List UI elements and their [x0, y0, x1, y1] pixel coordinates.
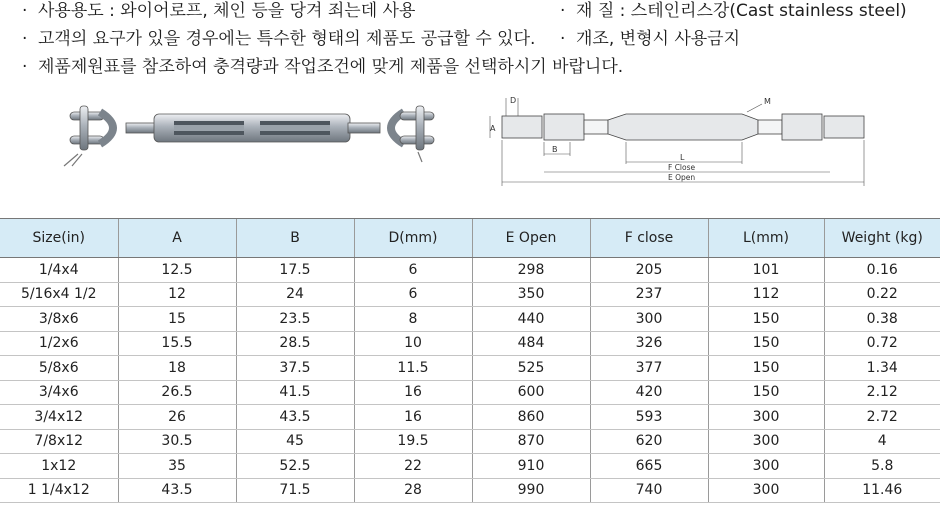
table-body — [0, 258, 940, 503]
table-cell: 11.5 — [354, 356, 472, 381]
table-row — [0, 478, 940, 503]
turnbuckle-photo — [50, 96, 450, 168]
table-cell: 300 — [708, 429, 824, 454]
table-cell: 101 — [708, 258, 824, 283]
table-cell: 12.5 — [118, 258, 236, 283]
table-cell: 1.34 — [824, 356, 940, 381]
table-cell: 150 — [708, 331, 824, 356]
label-b: B — [552, 145, 558, 154]
table-cell: 150 — [708, 380, 824, 405]
table-cell: 2.72 — [824, 405, 940, 430]
usage-notes — [0, 0, 940, 82]
table-cell: 18 — [118, 356, 236, 381]
table-cell: 740 — [590, 478, 708, 503]
table-cell: 1/4x4 — [0, 258, 118, 283]
table-cell: 377 — [590, 356, 708, 381]
table-cell: 420 — [590, 380, 708, 405]
table-cell: 35 — [118, 454, 236, 479]
table-row — [0, 331, 940, 356]
table-cell: 237 — [590, 282, 708, 307]
body-frame — [154, 114, 350, 142]
table-cell: 26.5 — [118, 380, 236, 405]
table-header-row — [0, 219, 940, 258]
table-cell: 11.46 — [824, 478, 940, 503]
table-cell: 28 — [354, 478, 472, 503]
table-row — [0, 258, 940, 283]
table-row — [0, 429, 940, 454]
table-row — [0, 405, 940, 430]
header-l: L(mm) — [708, 219, 824, 258]
table-cell: 12 — [118, 282, 236, 307]
table-cell: 15 — [118, 307, 236, 332]
table-cell: 112 — [708, 282, 824, 307]
table-cell: 28.5 — [236, 331, 354, 356]
table-cell: 300 — [708, 478, 824, 503]
table-cell: 24 — [236, 282, 354, 307]
table-cell: 593 — [590, 405, 708, 430]
note-usage: · 사용용도 : 와이어로프, 체인 등을 당겨 죄는데 사용 — [22, 1, 416, 21]
table-cell: 525 — [472, 356, 590, 381]
table-cell: 3/4x12 — [0, 405, 118, 430]
table-cell: 1/2x6 — [0, 331, 118, 356]
table-cell: 300 — [708, 454, 824, 479]
table-cell: 4 — [824, 429, 940, 454]
table-cell: 350 — [472, 282, 590, 307]
table-cell: 326 — [590, 331, 708, 356]
table-cell: 0.38 — [824, 307, 940, 332]
header-weight: Weight (kg) — [824, 219, 940, 258]
table-cell: 205 — [590, 258, 708, 283]
table-cell: 6 — [354, 258, 472, 283]
label-e-open: E Open — [668, 173, 696, 182]
table-cell: 990 — [472, 478, 590, 503]
label-d: D — [510, 96, 517, 105]
table-row — [0, 282, 940, 307]
table-cell: 8 — [354, 307, 472, 332]
header-e-open: E Open — [472, 219, 590, 258]
spec-table — [0, 218, 940, 503]
table-cell: 860 — [472, 405, 590, 430]
table-cell: 37.5 — [236, 356, 354, 381]
table-cell: 484 — [472, 331, 590, 356]
header-b: B — [236, 219, 354, 258]
table-cell: 71.5 — [236, 478, 354, 503]
table-row — [0, 307, 940, 332]
table-cell: 298 — [472, 258, 590, 283]
table-cell: 17.5 — [236, 258, 354, 283]
table-cell: 440 — [472, 307, 590, 332]
table-cell: 2.12 — [824, 380, 940, 405]
left-jaw-end — [64, 106, 113, 166]
table-row — [0, 380, 940, 405]
table-cell: 6 — [354, 282, 472, 307]
right-jaw-end — [391, 106, 434, 162]
table-cell: 16 — [354, 405, 472, 430]
dimension-diagram — [482, 94, 872, 190]
table-cell: 45 — [236, 429, 354, 454]
table-cell: 7/8x12 — [0, 429, 118, 454]
header-d: D(mm) — [354, 219, 472, 258]
table-cell: 1x12 — [0, 454, 118, 479]
table-cell: 620 — [590, 429, 708, 454]
label-l: L — [680, 153, 685, 162]
table-cell: 5.8 — [824, 454, 940, 479]
header-a: A — [118, 219, 236, 258]
table-row — [0, 454, 940, 479]
table-cell: 15.5 — [118, 331, 236, 356]
table-cell: 0.22 — [824, 282, 940, 307]
table-cell: 665 — [590, 454, 708, 479]
table-cell: 43.5 — [236, 405, 354, 430]
table-row — [0, 356, 940, 381]
table-cell: 3/4x6 — [0, 380, 118, 405]
table-cell: 150 — [708, 356, 824, 381]
table-cell: 23.5 — [236, 307, 354, 332]
table-cell: 30.5 — [118, 429, 236, 454]
note-material: · 재 질 : 스테인리스강(Cast stainless steel) — [560, 1, 907, 21]
label-a: A — [490, 124, 496, 133]
label-f-close: F Close — [668, 163, 696, 172]
table-cell: 10 — [354, 331, 472, 356]
table-cell: 300 — [708, 405, 824, 430]
table-cell: 26 — [118, 405, 236, 430]
note-no-modification: · 개조, 변형시 사용금지 — [560, 29, 741, 49]
table-cell: 600 — [472, 380, 590, 405]
table-cell: 3/8x6 — [0, 307, 118, 332]
table-cell: 43.5 — [118, 478, 236, 503]
header-size: Size(in) — [0, 219, 118, 258]
table-cell: 1 1/4x12 — [0, 478, 118, 503]
note-selection: · 제품제원표를 참조하여 충격량과 작업조건에 맞게 제품을 선택하시기 바랍니다. — [22, 57, 624, 77]
table-cell: 52.5 — [236, 454, 354, 479]
header-f-close: F close — [590, 219, 708, 258]
table-cell: 0.72 — [824, 331, 940, 356]
label-m: M — [764, 97, 771, 106]
table-cell: 300 — [590, 307, 708, 332]
note-custom-order: · 고객의 요구가 있을 경우에는 특수한 형태의 제품도 공급할 수 있다. — [22, 29, 536, 49]
table-cell: 41.5 — [236, 380, 354, 405]
table-cell: 5/8x6 — [0, 356, 118, 381]
table-cell: 150 — [708, 307, 824, 332]
table-cell: 16 — [354, 380, 472, 405]
table-cell: 870 — [472, 429, 590, 454]
table-cell: 22 — [354, 454, 472, 479]
table-cell: 19.5 — [354, 429, 472, 454]
table-cell: 0.16 — [824, 258, 940, 283]
table-cell: 910 — [472, 454, 590, 479]
table-cell: 5/16x4 1/2 — [0, 282, 118, 307]
